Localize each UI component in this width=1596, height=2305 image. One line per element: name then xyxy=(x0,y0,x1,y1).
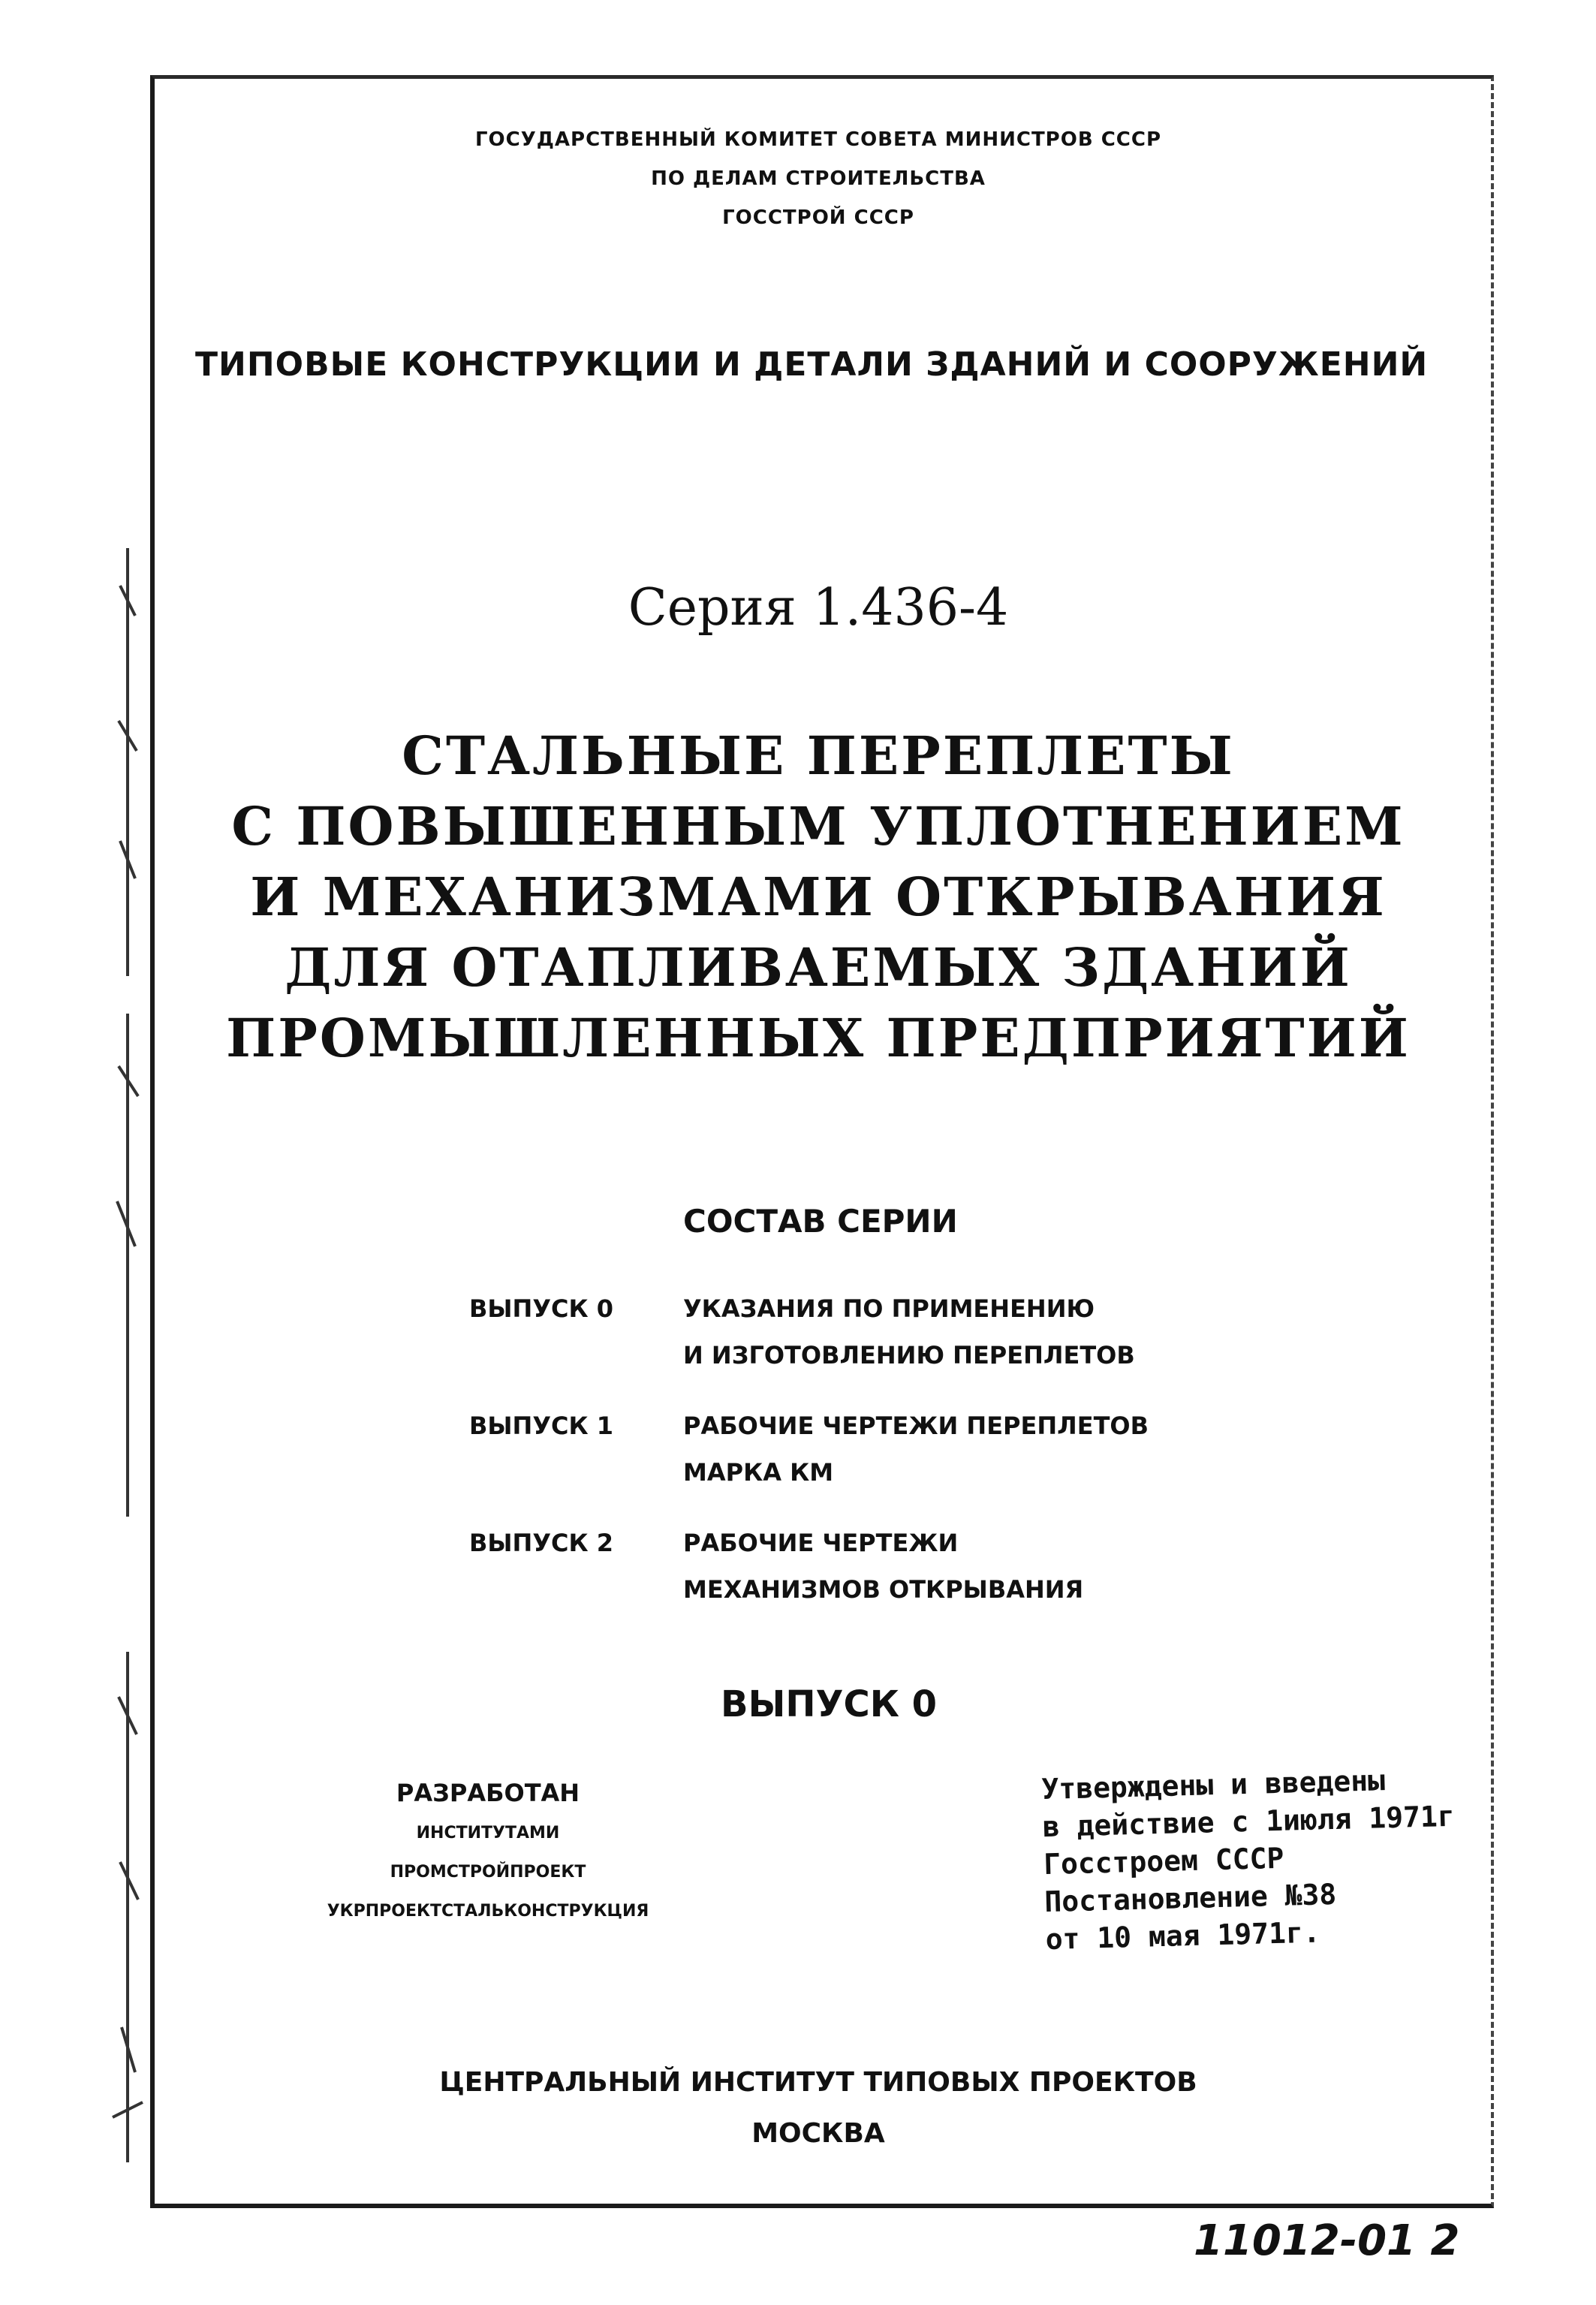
title-line: И МЕХАНИЗМАМИ ОТКРЫВАНИЯ xyxy=(250,866,1387,928)
issue-label: ВЫПУСК 2 xyxy=(469,1529,614,1557)
approval-line: Постановление №38 xyxy=(1043,1877,1337,1919)
issue-line: УКАЗАНИЯ ПО ПРИМЕНЕНИЮ xyxy=(683,1294,1095,1323)
approval-line: Госстроем СССР xyxy=(1043,1841,1284,1882)
org-header xyxy=(150,120,1486,237)
developer-line: ПРОМСТРОЙПРОЕКТ xyxy=(390,1863,586,1882)
issue-label: ВЫПУСК 0 xyxy=(469,1294,614,1323)
approval-line: от 10 мая 1971г. xyxy=(1045,1915,1321,1957)
approval-line: Утверждены и введены xyxy=(1040,1764,1386,1806)
publisher-city: МОСКВА xyxy=(751,2118,885,2149)
developer-line: РАЗРАБОТАН xyxy=(396,1779,580,1807)
title-line: С ПОВЫШЕННЫМ УПЛОТНЕНИЕМ xyxy=(231,795,1405,857)
document-title xyxy=(150,721,1486,1074)
issue-description xyxy=(683,1520,1284,1613)
issue-description xyxy=(683,1285,1284,1378)
title-line: СТАЛЬНЫЕ ПЕРЕПЛЕТЫ xyxy=(402,725,1235,787)
current-issue: ВЫПУСК 0 xyxy=(721,1683,938,1725)
title-line: ДЛЯ ОТАПЛИВАЕМЫХ ЗДАНИЙ xyxy=(285,936,1352,999)
org-line: ПО ДЕЛАМ СТРОИТЕЛЬСТВА xyxy=(651,167,986,190)
issue-line: МАРКА КМ xyxy=(683,1458,834,1487)
developer-block xyxy=(263,1772,713,1931)
issue-label: ВЫПУСК 1 xyxy=(469,1412,614,1440)
typical-structures-heading: ТИПОВЫЕ КОНСТРУКЦИИ И ДЕТАЛИ ЗДАНИЙ И СООРУЖЕНИЙ xyxy=(195,345,1429,384)
org-line: ГОССТРОЙ СССР xyxy=(722,206,914,229)
approval-line: в действие с 1июля 1971г xyxy=(1042,1799,1456,1844)
developer-line: УКРПРОЕКТСТАЛЬКОНСТРУКЦИЯ xyxy=(327,1902,649,1921)
publisher-name: ЦЕНТРАЛЬНЫЙ ИНСТИТУТ ТИПОВЫХ ПРОЕКТОВ xyxy=(439,2067,1197,2098)
title-line: ПРОМЫШЛЕННЫХ ПРЕДПРИЯТИЙ xyxy=(226,1007,1411,1069)
composition-heading: СОСТАВ СЕРИИ xyxy=(683,1203,958,1240)
margin-stamp-marks xyxy=(105,526,150,2207)
issue-description xyxy=(683,1403,1284,1496)
issue-line: РАБОЧИЕ ЧЕРТЕЖИ xyxy=(683,1529,959,1557)
publisher-block xyxy=(150,2057,1486,2159)
series-number: Серия 1.436-4 xyxy=(628,578,1009,637)
issue-line: И ИЗГОТОВЛЕНИЮ ПЕРЕПЛЕТОВ xyxy=(683,1341,1135,1369)
archive-number: 11012-01 2 xyxy=(1194,2216,1460,2265)
approval-note xyxy=(1041,1758,1511,1958)
org-line: ГОСУДАРСТВЕННЫЙ КОМИТЕТ СОВЕТА МИНИСТРОВ СССР xyxy=(474,128,1162,151)
issue-line: МЕХАНИЗМОВ ОТКРЫВАНИЯ xyxy=(683,1575,1084,1604)
issue-line: РАБОЧИЕ ЧЕРТЕЖИ ПЕРЕПЛЕТОВ xyxy=(683,1412,1149,1440)
developer-line: ИНСТИТУТАМИ xyxy=(416,1824,560,1842)
